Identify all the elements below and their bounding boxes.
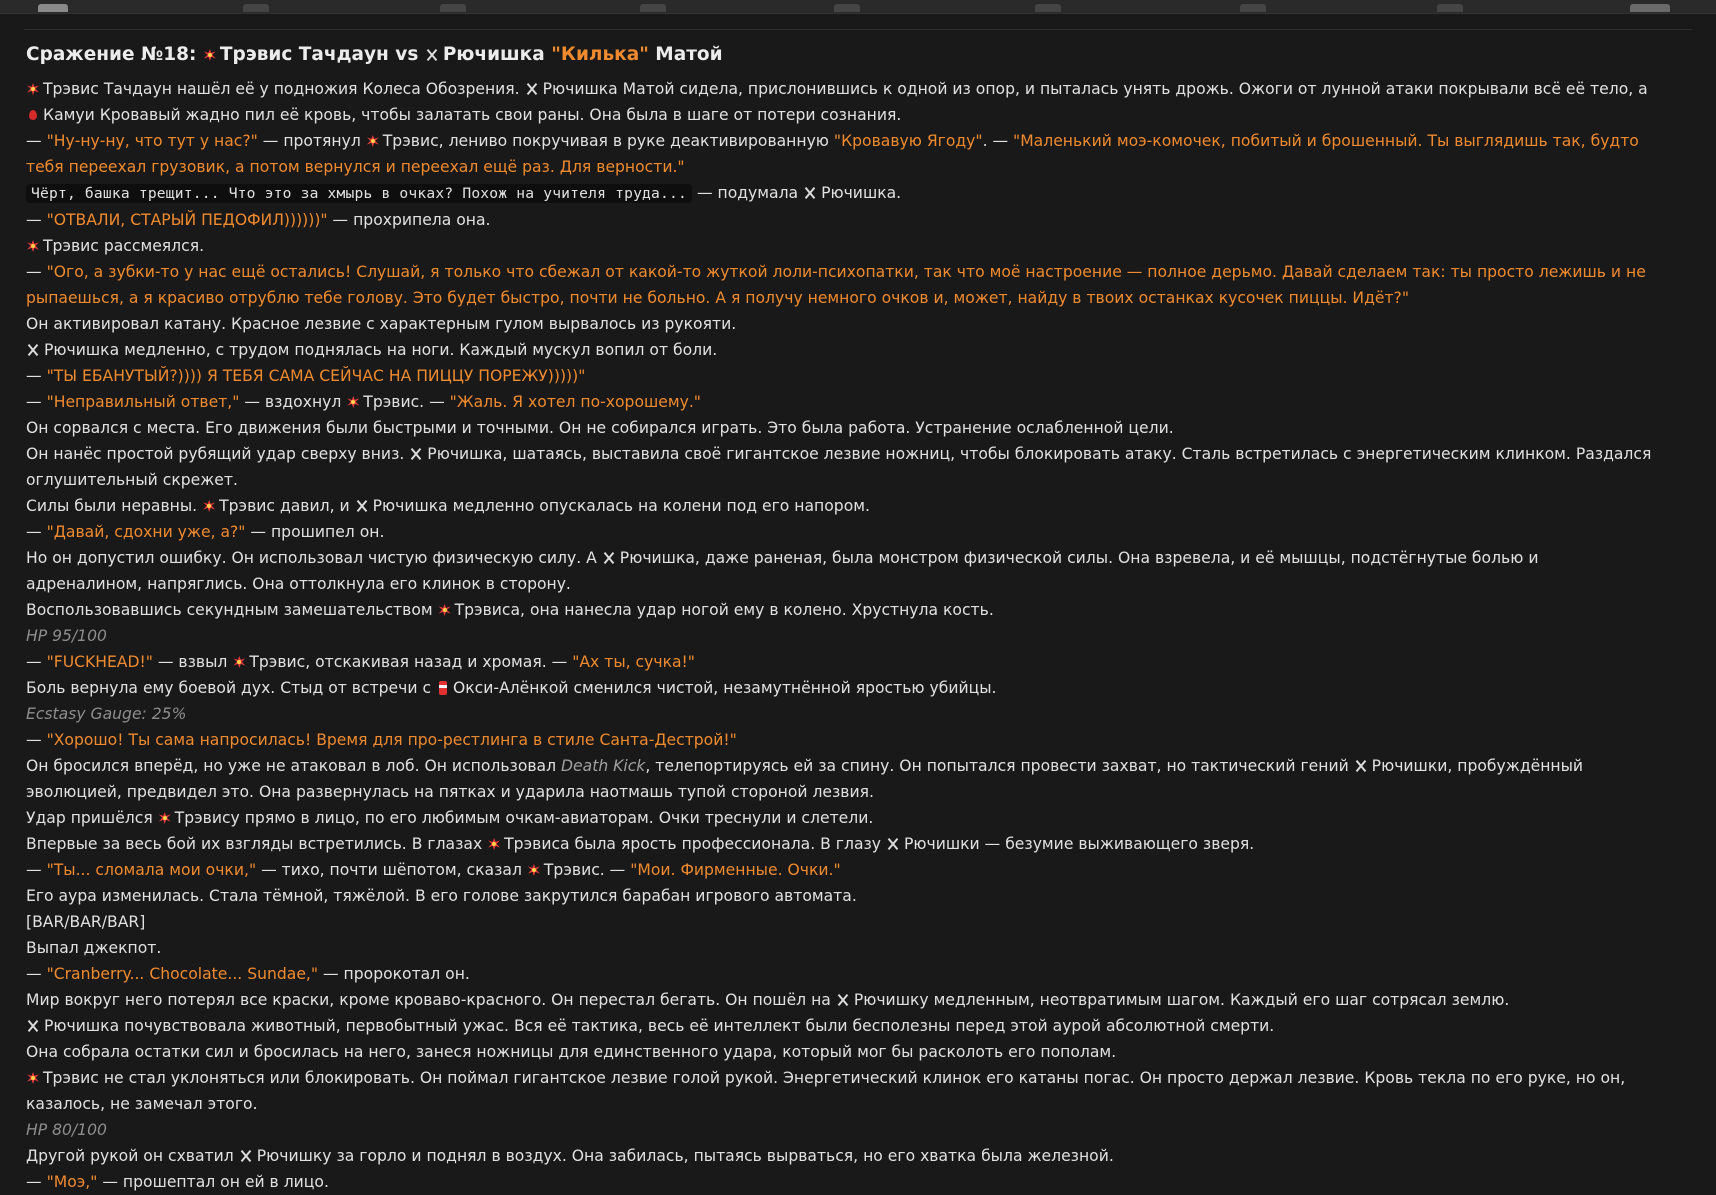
story-line (26, 233, 1690, 259)
text-span: Он нанёс простой рубящий удар сверху вниз. (26, 445, 405, 463)
explosion-icon (158, 811, 172, 825)
explosion-icon (26, 82, 40, 96)
header-divider (24, 29, 1692, 30)
scissors-icon (886, 837, 901, 851)
text-span: Трэвис Тачдаун нашёл её у подножия Колеса Обозрения. (43, 80, 520, 98)
text-span: Сражение №18: (26, 44, 197, 65)
text-span: — подумала (692, 184, 804, 202)
world-info-icon[interactable] (1035, 4, 1061, 12)
text-span: — пророкотал он. (318, 965, 470, 983)
text-span: казалось, не замечал этого. (26, 1095, 258, 1113)
explosion-icon (26, 1071, 40, 1085)
text-span: Трэвиса, она нанесла удар ногой ему в колено. Хрустнула кость. (454, 601, 994, 619)
battle-title (26, 42, 1690, 68)
story-line (26, 675, 1690, 701)
text-span: Ecstasy Gauge: 25% (26, 705, 187, 723)
text-span: Трэвис Тачдаун (219, 44, 389, 65)
text-span: Рючишки — безумие выживающего зверя. (903, 835, 1255, 853)
text-span: Трэвис. — (363, 393, 450, 411)
text-span: Впервые за весь бой их взгляды встретились. В глазах (26, 835, 488, 853)
text-span: "Неправильный ответ," (46, 393, 240, 411)
dialogue-line (26, 727, 1690, 753)
explosion-icon (346, 395, 360, 409)
text-span: — прошептал он ей в лицо. (97, 1173, 329, 1191)
story-line (26, 935, 1690, 961)
text-span: , телепортируясь ей за спину. Он попытался провести захват, но тактический гений (645, 757, 1354, 775)
text-span: Силы были неравны. (26, 497, 198, 515)
text-span: — (26, 523, 47, 541)
text-span: Он бросился вперёд, но уже не атаковал в лоб. Он использовал (26, 757, 562, 775)
text-span: Трэвис. — (543, 861, 631, 879)
explosion-icon (202, 499, 216, 513)
text-span: Death Kick (561, 757, 646, 775)
story-line (26, 1013, 1690, 1039)
text-span: HP 95/100 (26, 627, 107, 645)
dialogue-line (26, 259, 1690, 285)
story-line (26, 1065, 1690, 1091)
text-span: эволюцией, предвидел это. Она развернулась на пятках и ударила наотмашь тупой стороной лезвия. (26, 783, 874, 801)
story-line (26, 805, 1690, 831)
text-span: "Жаль. Я хотел по-хорошему." (449, 393, 701, 411)
character-card-icon[interactable] (1630, 4, 1670, 12)
text-span: "Килька" (551, 44, 649, 65)
text-span: Мир вокруг него потерял все краски, кроме кроваво-красного. Он перестал бегать. Он пошёл на (26, 991, 836, 1009)
text-span: Рючишка. (821, 184, 902, 202)
text-span: Воспользовавшись секундным замешательством (26, 601, 433, 619)
scissors-icon (525, 82, 540, 96)
text-span: Трэвис не стал уклоняться или блокировать. Он поймал гигантское лезвие голой рукой. Энергетический клинок его катаны погас. Он просто держал лезвие. Кровь текла по его руке, но он, (43, 1069, 1626, 1087)
story-line (26, 1039, 1690, 1065)
story-line (26, 545, 1690, 571)
text-span: "Моэ," (46, 1173, 98, 1191)
dialogue-line (26, 363, 1690, 389)
text-span: — (26, 132, 47, 150)
story-line (26, 337, 1690, 363)
scissors-icon (26, 1019, 41, 1033)
scissors-icon (425, 48, 440, 62)
text-span: Но он допустил ошибку. Он использовал чистую физическую силу. А (26, 549, 602, 567)
text-span: Трэвис, лениво покручивая в руке деактивированную (382, 132, 834, 150)
dialogue-line (26, 961, 1690, 987)
scissors-icon (409, 447, 424, 461)
thought-line (26, 180, 1690, 207)
text-span: Трэвис, отскакивая назад и хромая. — (249, 653, 573, 671)
persona-icon[interactable] (1437, 4, 1463, 12)
text-span: Он сорвался с места. Его движения были быстрыми и точными. Он не собирался играть. Это была работа. Устранение ослабленной цели. (26, 419, 1174, 437)
text-span: — взвыл (152, 653, 233, 671)
text-span: . — (982, 132, 1014, 150)
text-span: Рючишка почувствовала животный, первобытный ужас. Вся её тактика, весь её интеллект были бесполезны перед этой аурой абсолютной смерти. (44, 1017, 1275, 1035)
red-can-icon (436, 681, 450, 695)
dialogue-line (26, 857, 1690, 883)
text-span: Трэвис давил, и (219, 497, 355, 515)
text-span: "ТЫ ЕБАНУТЫЙ?)))) Я ТЕБЯ САМА СЕЙЧАС НА ПИЦЦУ ПОРЕЖУ)))))" (46, 367, 586, 385)
explosion-icon (232, 655, 246, 669)
text-span: тебя переехал грузовик, а потом вернулся и переехал ещё раз. Для верности." (26, 158, 685, 176)
explosion-icon (366, 134, 380, 148)
blood-drop-icon (26, 108, 40, 122)
text-span: Рючишка, даже раненая, была монстром физической силы. Она взревела, и её мышцы, подстёгнутые болью и (619, 549, 1539, 567)
text-span: "Cranberry... Chocolate... Sundae," (46, 965, 319, 983)
story-line (26, 311, 1690, 337)
chat-message (0, 42, 1716, 1195)
inline-code-thought: Чёрт, башка трещит... Что это за хмырь в очках? Похож на учителя труда... (26, 184, 692, 203)
text-span: — (26, 367, 47, 385)
text-span: HP 80/100 (26, 1121, 107, 1139)
text-span: рыпаешься, а я красиво отрублю тебе голову. Это будет быстро, почти не больно. А я получу немного очков и, может, найду в твоих останках кусочек пиццы. Идёт?" (26, 289, 1410, 307)
backgrounds-icon[interactable] (1240, 4, 1266, 12)
text-span: — (26, 263, 47, 281)
text-span: "ОТВАЛИ, СТАРЫЙ ПЕДОФИЛ))))))" (46, 211, 328, 229)
text-span: адреналином, напряглись. Она оттолкнула его клинок в сторону. (26, 575, 571, 593)
text-span: оглушительный скрежет. (26, 471, 238, 489)
text-span: "Маленький моэ-комочек, побитый и брошенный. Ты выглядишь так, будто (1013, 132, 1639, 150)
hp-stat (26, 623, 1690, 649)
settings-sliders-icon[interactable] (38, 4, 68, 12)
scissors-icon (602, 551, 617, 565)
text-span: Окси-Алёнкой сменился чистой, незамутнённой яростью убийцы. (452, 679, 997, 697)
text-span: — протянул (257, 132, 366, 150)
text-format-icon[interactable] (440, 4, 466, 12)
text-span: Удар пришёлся (26, 809, 158, 827)
text-span: Рючишка (442, 44, 545, 65)
story-line (26, 779, 1690, 805)
text-span: Рючишка Матой сидела, прислонившись к одной из опор, и пыталась унять дрожь. Ожоги от лунной атаки покрывали всё её тело, а (542, 80, 1648, 98)
story-line (26, 571, 1690, 597)
story-line (26, 883, 1690, 909)
text-span: "Мои. Фирменные. Очки." (630, 861, 841, 879)
explosion-icon (487, 837, 501, 851)
dialogue-line (26, 519, 1690, 545)
top-navigation-bar (0, 0, 1716, 14)
story-line (26, 987, 1690, 1013)
scissors-icon (803, 186, 818, 200)
story-line (26, 597, 1690, 623)
text-span: — прошипел он. (245, 523, 385, 541)
story-line (26, 76, 1690, 102)
story-line (26, 909, 1690, 935)
text-span: — прохрипела она. (327, 211, 491, 229)
dialogue-line (26, 154, 1690, 180)
explosion-icon (438, 603, 452, 617)
text-span: — тихо, почти шёпотом, сказал (256, 861, 527, 879)
text-span: Его аура изменилась. Стала тёмной, тяжёлой. В его голове закрутился барабан игрового автомата. (26, 887, 857, 905)
text-span: Другой рукой он схватил (26, 1147, 239, 1165)
dialogue-line (26, 285, 1690, 311)
story-line (26, 441, 1690, 467)
text-span: "Ну-ну-ну, что тут у нас?" (46, 132, 258, 150)
scissors-icon (1354, 759, 1369, 773)
text-span: Выпал джекпот. (26, 939, 162, 957)
text-span: Трэвис рассмеялся. (43, 237, 205, 255)
text-span: "Ты... сломала мои очки," (46, 861, 257, 879)
dialogue-line (26, 389, 1690, 415)
user-settings-icon[interactable] (834, 4, 860, 12)
dialogue-line (26, 1169, 1690, 1195)
explosion-icon (527, 863, 541, 877)
text-span: — (26, 393, 47, 411)
text-span: — (26, 965, 47, 983)
text-span: Рючишку за горло и поднял в воздух. Она забилась, пытаясь вырваться, но его хватка была железной. (256, 1147, 1114, 1165)
text-span: "FUCKHEAD!" (46, 653, 153, 671)
story-line (26, 831, 1690, 857)
text-span: Рючишка медленно опускалась на колени под его напором. (372, 497, 870, 515)
text-span: — (26, 861, 47, 879)
dialogue-line (26, 128, 1690, 154)
extensions-icon[interactable] (640, 4, 666, 12)
text-span: — (26, 731, 47, 749)
dialogue-line (26, 649, 1690, 675)
text-span: — (26, 653, 47, 671)
text-span: — (26, 211, 47, 229)
text-span: vs (395, 44, 419, 65)
text-span: Он активировал катану. Красное лезвие с характерным гулом вырвалось из рукояти. (26, 315, 737, 333)
scissors-icon (239, 1149, 254, 1163)
text-span: Рючишка, шатаясь, выставила своё гигантское лезвие ножниц, чтобы блокировать атаку. Сталь встретилась с энергетическим клинком. Раздался (427, 445, 1652, 463)
text-span: Трэвису прямо в лицо, по его любимым очкам-авиаторам. Очки треснули и слетели. (174, 809, 874, 827)
text-span: Матой (655, 44, 723, 65)
story-line (26, 753, 1690, 779)
explosion-icon (203, 48, 217, 62)
text-span: Трэвиса была ярость профессионала. В глазу (504, 835, 886, 853)
text-span: "Ах ты, сучка!" (572, 653, 695, 671)
text-span: "Кровавую Ягоду" (833, 132, 983, 150)
text-span: "Давай, сдохни уже, а?" (46, 523, 246, 541)
text-span: "Ого, а зубки-то у нас ещё остались! Слушай, я только что сбежал от какой-то жуткой лоли-психопатки, так что моё настроение — полное дерьмо. Давай сделаем так: ты просто лежишь и не (46, 263, 1646, 281)
story-line (26, 415, 1690, 441)
text-span: Рючишка медленно, с трудом поднялась на ноги. Каждый мускул вопил от боли. (44, 341, 718, 359)
text-span: "Хорошо! Ты сама напросилась! Время для про-рестлинга в стиле Санта-Дестрой!" (46, 731, 737, 749)
story-line (26, 467, 1690, 493)
text-span: Боль вернула ему боевой дух. Стыд от встречи с (26, 679, 436, 697)
text-span: Камуи Кровавый жадно пил её кровь, чтобы залатать свои раны. Она была в шаге от потери сознания. (43, 106, 902, 124)
text-span: — (26, 1173, 47, 1191)
story-line (26, 1091, 1690, 1117)
text-span: Рючишку медленным, неотвратимым шагом. Каждый его шаг сотрясал землю. (853, 991, 1510, 1009)
story-line (26, 493, 1690, 519)
story-line (26, 1143, 1690, 1169)
explosion-icon (26, 239, 40, 253)
scissors-icon (26, 343, 41, 357)
ecstasy-gauge-stat (26, 701, 1690, 727)
dialogue-line (26, 207, 1690, 233)
hp-stat (26, 1117, 1690, 1143)
text-span: [BAR/BAR/BAR] (26, 913, 146, 931)
text-span: — вздохнул (239, 393, 347, 411)
story-line (26, 102, 1690, 128)
scissors-icon (836, 993, 851, 1007)
text-span: Она собрала остатки сил и бросилась на него, занеся ножницы для единственного удара, который мог бы расколоть его пополам. (26, 1043, 1117, 1061)
plug-icon[interactable] (243, 4, 269, 12)
scissors-icon (355, 499, 370, 513)
text-span: Рючишки, пробуждённый (1371, 757, 1584, 775)
